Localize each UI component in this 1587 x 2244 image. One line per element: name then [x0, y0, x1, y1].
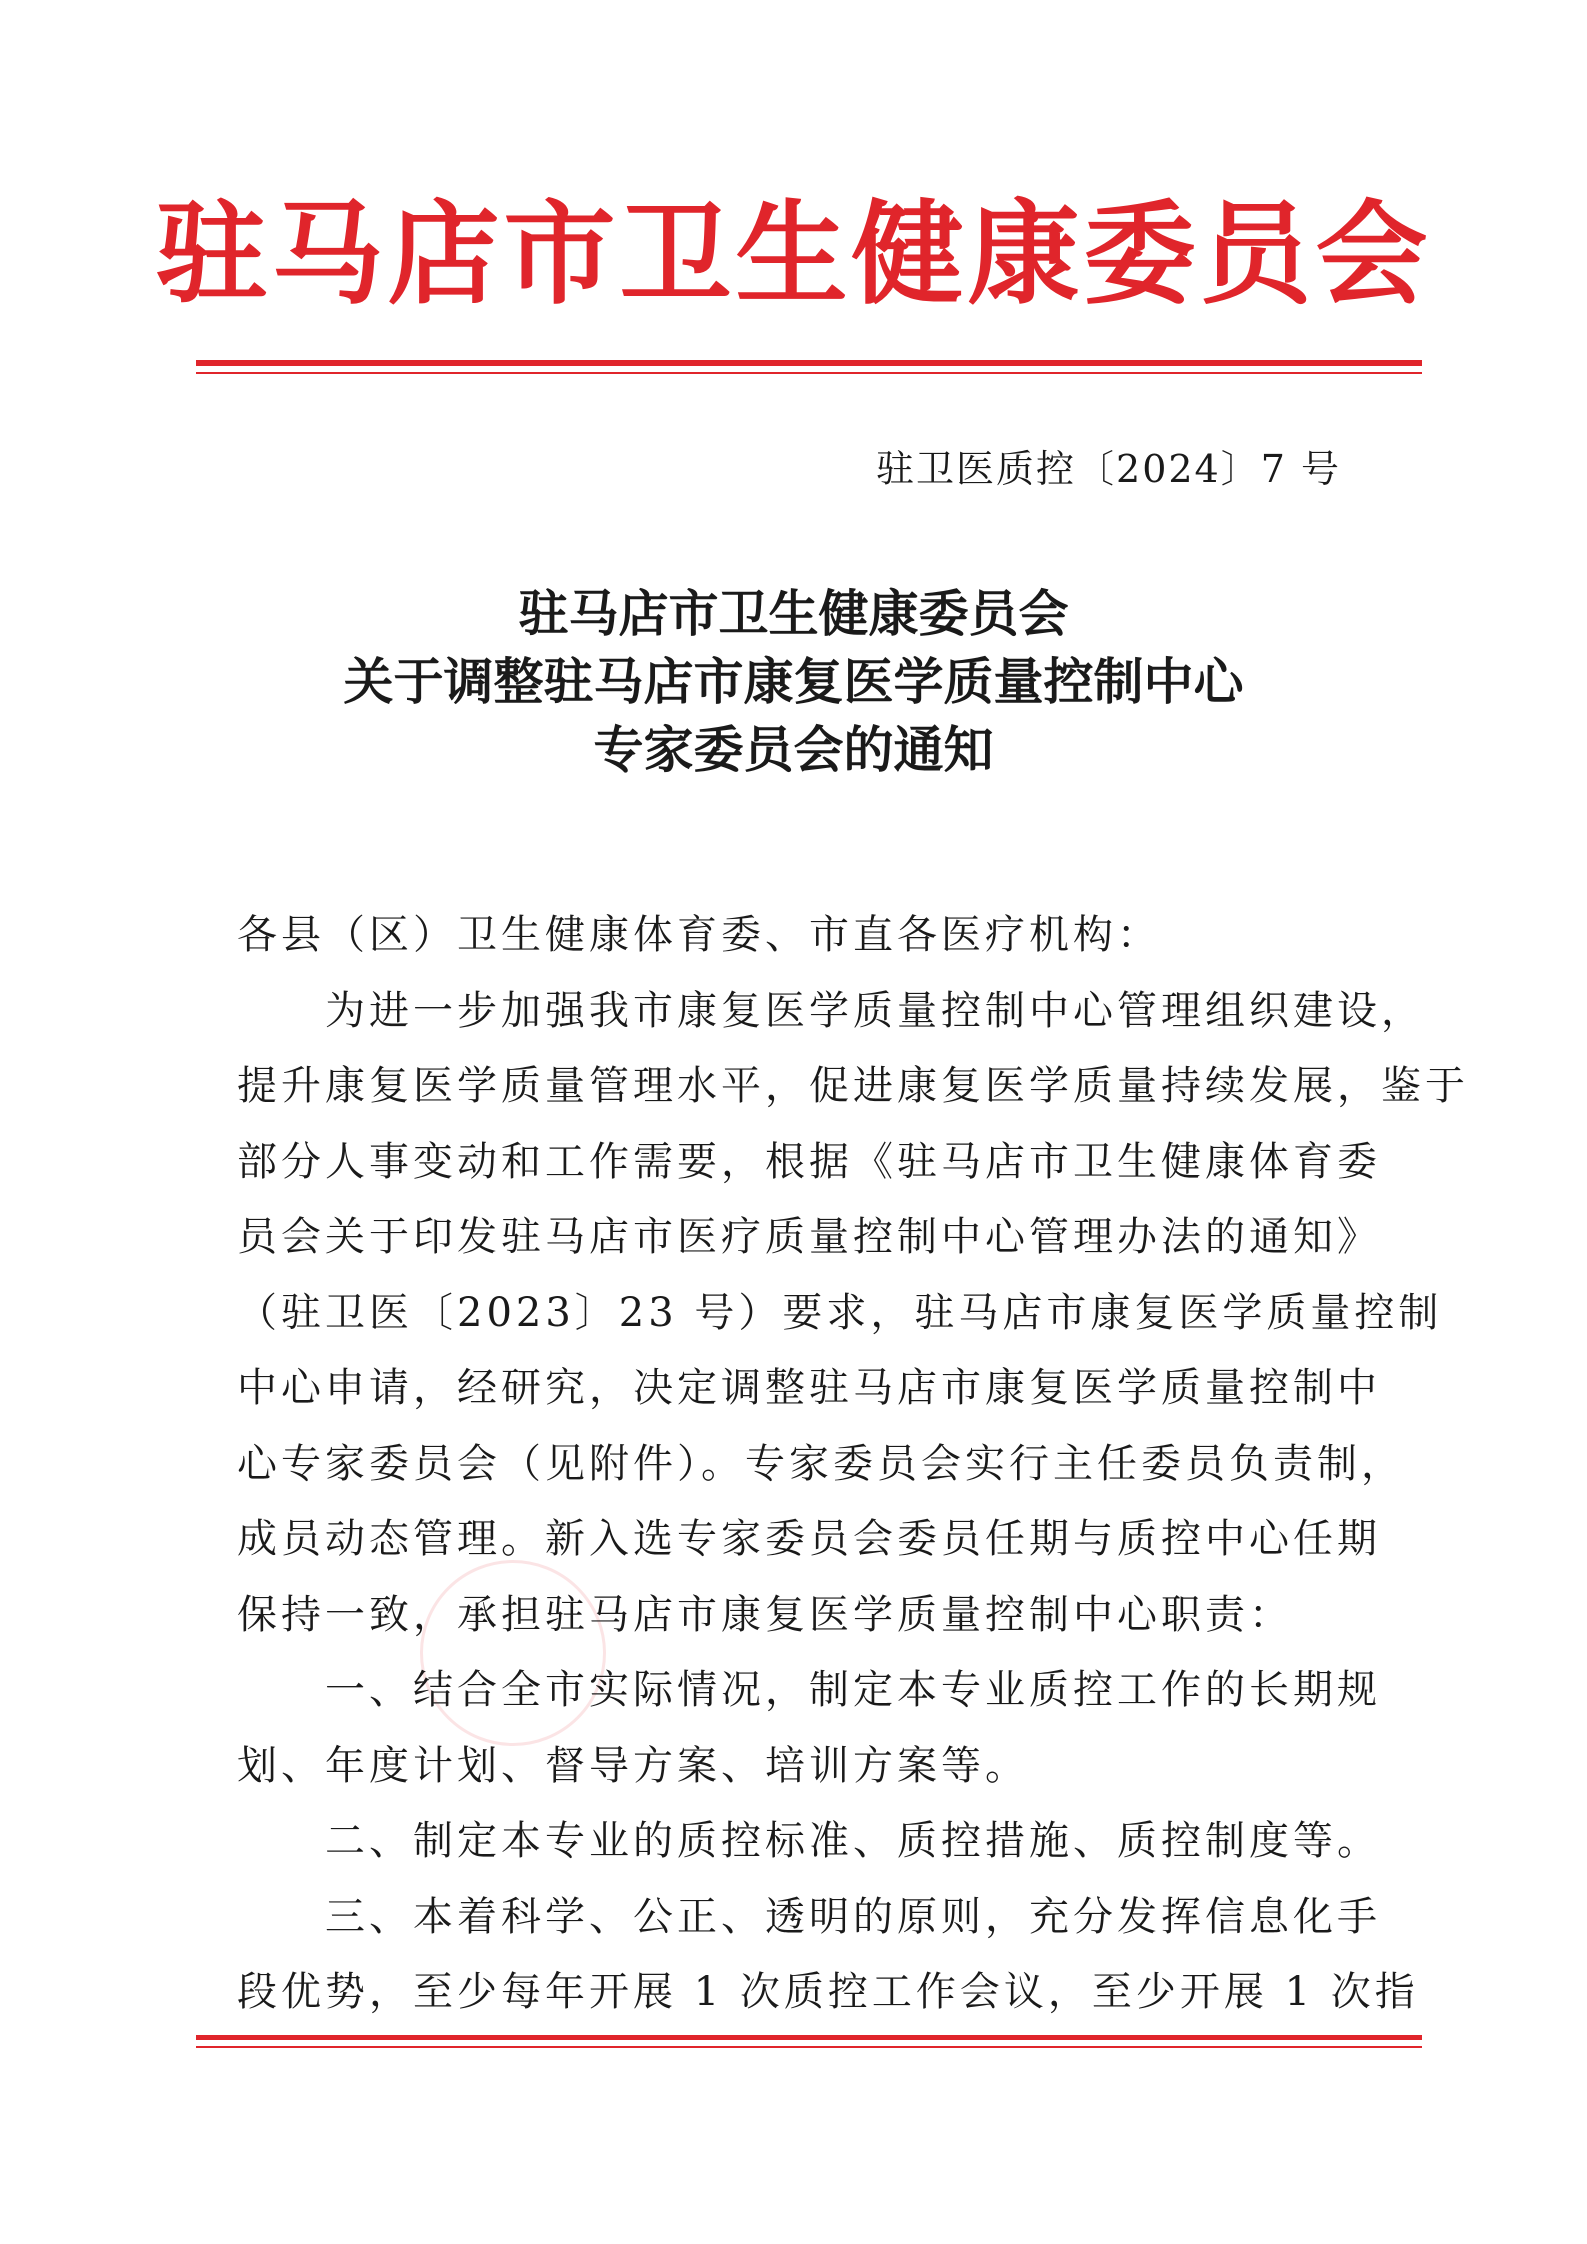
paragraph-line: 成员动态管理。新入选专家委员会委员任期与质控中心任期 — [237, 1516, 1381, 1562]
paragraph-line: 中心申请，经研究，决定调整驻马店市康复医学质量控制中 — [237, 1365, 1381, 1411]
item-1-line: 一、结合全市实际情况，制定本专业质控工作的长期规 — [325, 1667, 1381, 1713]
paragraph-line: 提升康复医学质量管理水平，促进康复医学质量持续发展，鉴于 — [237, 1063, 1469, 1109]
salutation: 各县（区）卫生健康体育委、市直各医疗机构： — [237, 912, 1161, 958]
title-line-2: 关于调整驻马店市康复医学质量控制中心 — [343, 652, 1244, 711]
document-body — [237, 898, 1469, 2031]
title-line-1: 驻马店市卫生健康委员会 — [518, 584, 1069, 643]
footer-red-rule-thin — [196, 2046, 1422, 2048]
footer-red-rule — [196, 2035, 1422, 2040]
paragraph-line: 保持一致，承担驻马店市康复医学质量控制中心职责： — [237, 1591, 1293, 1638]
paragraph-line: 为进一步加强我市康复医学质量控制中心管理组织建设， — [325, 987, 1425, 1034]
document-number: 驻卫医质控〔2024〕7 号 — [876, 447, 1341, 491]
item-2-line: 二、制定本专业的质控标准、质控措施、质控制度等。 — [325, 1818, 1381, 1864]
paragraph-line: 员会关于印发驻马店市医疗质量控制中心管理办法的通知》 — [237, 1214, 1381, 1260]
issuer-masthead: 驻马店市卫生健康委员会 — [155, 189, 1432, 320]
masthead-red-rule-thin — [196, 372, 1422, 374]
item-3-line: 段优势，至少每年开展 1 次质控工作会议，至少开展 1 次指 — [237, 1969, 1419, 2015]
document-title — [0, 580, 1587, 784]
item-3-line: 三、本着科学、公正、透明的原则，充分发挥信息化手 — [325, 1893, 1381, 1940]
paragraph-line: （驻卫医〔2023〕23 号）要求，驻马店市康复医学质量控制 — [237, 1289, 1443, 1336]
masthead-red-rule — [196, 360, 1422, 366]
item-1-line: 划、年度计划、督导方案、培训方案等。 — [237, 1742, 1029, 1789]
paragraph-line: 部分人事变动和工作需要，根据《驻马店市卫生健康体育委 — [237, 1138, 1381, 1185]
title-line-3: 专家委员会的通知 — [593, 720, 994, 779]
paragraph-line: 心专家委员会（见附件）。专家委员会实行主任委员负责制， — [237, 1440, 1405, 1487]
